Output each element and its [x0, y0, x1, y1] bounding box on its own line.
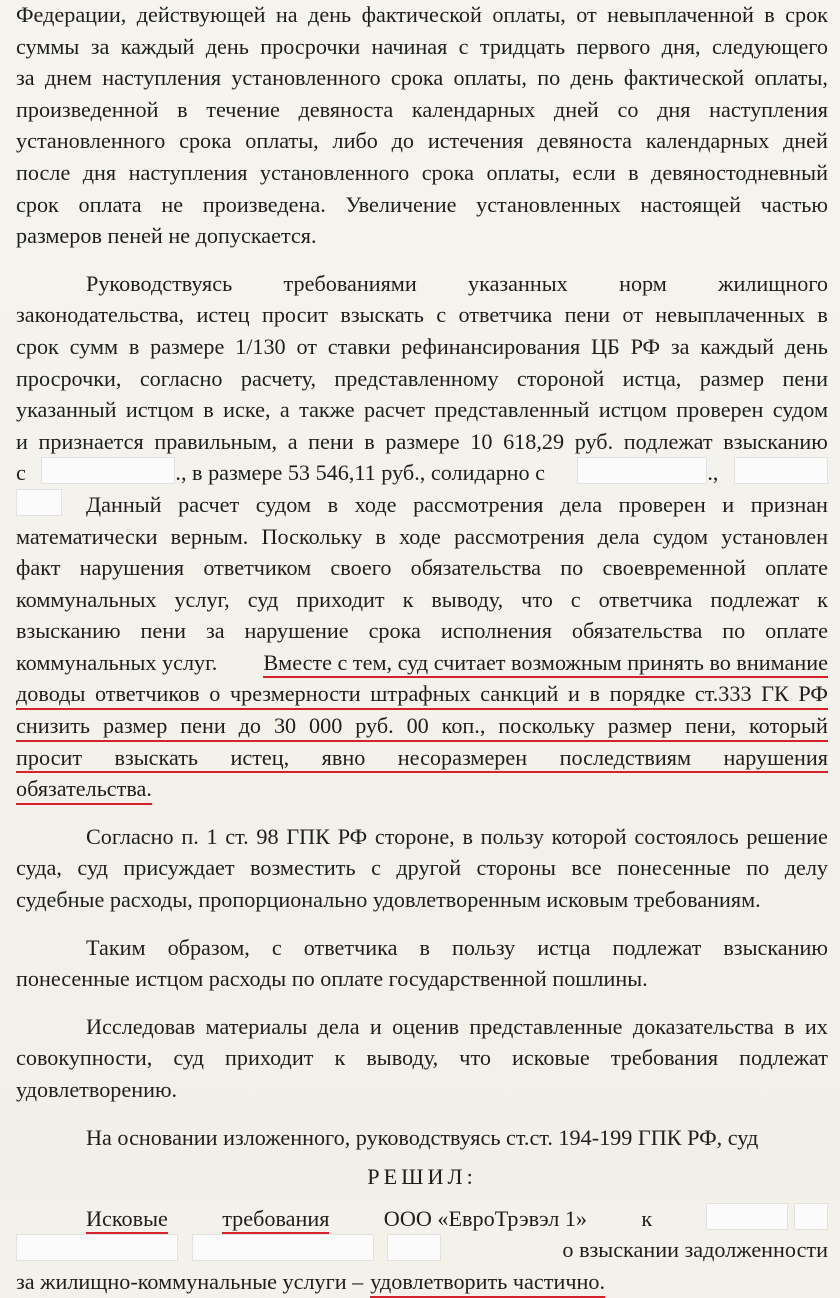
redacted-name	[41, 457, 175, 484]
text-line: Таким образом, с ответчика в пользу истца подлежат взысканию	[86, 934, 828, 960]
text-line: взысканию пени за нарушение срока исполнения обязательства по оплате	[16, 618, 828, 644]
redacted-name	[192, 1234, 374, 1261]
text-line: с ., в размере 53 546,11 руб., солидарно с .,	[16, 457, 828, 489]
text-line: после дня наступления установленного срока оплаты, если в девяностодневный	[16, 159, 828, 185]
text-line: понесенные истцом расходы по оплате государственной пошлины.	[16, 966, 648, 992]
text-line: коммунальных услуг, суд приходит к выводу, что с ответчика подлежат к	[16, 586, 828, 612]
text-line: Федерации, действующей на день фактической оплаты, от невыплаченной в срок	[16, 2, 828, 27]
text-line: указанный истцом в иске, а также расчет представленный истцом проверен судом	[16, 397, 828, 423]
text-line: произведенной в течение девяноста календарных дней со дня наступления	[16, 96, 828, 122]
underlined-phrase: Исковые	[86, 1203, 168, 1235]
underlined-phrase: просит взыскать истец, явно несоразмерен последствиям нарушения	[16, 742, 828, 774]
underlined-phrase: требования	[222, 1203, 329, 1235]
text-line	[16, 773, 828, 805]
text-line: На основании изложенного, руководствуясь ст.ст. 194-199 ГПК РФ, суд	[86, 1124, 759, 1150]
decision-heading: РЕШИЛ:	[367, 1164, 477, 1190]
text-line: коммунальных услуг. Вместе с тем, суд считает возможным принять во внимание	[16, 647, 828, 679]
redacted-name	[794, 1203, 828, 1230]
text-line: суммы за каждый день просрочки начиная с тридцать первого дня, следующего	[16, 33, 828, 59]
underlined-phrase: снизить размер пени до 30 000 руб. 00 коп., поскольку размер пени, который	[16, 710, 828, 742]
text-line: удовлетворению.	[16, 1077, 178, 1102]
underlined-phrase: обязательства.	[16, 773, 152, 805]
redacted-name	[734, 457, 828, 484]
document-body	[16, 0, 828, 1298]
underlined-phrase: доводы ответчиков о чрезмерности штрафных санкций и в порядке ст.333 ГК РФ	[16, 678, 828, 710]
text-line: Данный расчет судом в ходе рассмотрения дела проверен и признан	[16, 489, 828, 521]
redacted-name	[16, 1234, 178, 1261]
text-line: законодательства, истец просит взыскать с ответчика пени от невыплаченных в	[16, 302, 828, 328]
text-line: судебные расходы, пропорционально удовлетворенным исковым требованиям.	[16, 887, 761, 913]
text-line: совокупности, суд приходит к выводу, что исковые требования подлежат	[16, 1045, 828, 1071]
text-line: размеров пеней не допускается.	[16, 223, 317, 249]
text-line: срок сумм в размере 1/130 от ставки рефинансирования ЦБ РФ за каждый день	[16, 333, 828, 359]
text-line: математически верным. Поскольку в ходе рассмотрения дела судом установлен	[16, 523, 828, 549]
text-line: Руководствуясь требованиями указанных норм жилищного	[86, 270, 828, 296]
text-line: и признается правильным, а пени в размере 10 618,29 руб. подлежат взысканию	[16, 428, 828, 454]
text-line: просрочки, согласно расчету, представленному стороной истца, размер пени	[16, 365, 828, 391]
text-line: срок оплата не произведена. Увеличение установленных настоящей частью	[16, 191, 828, 217]
redacted-name	[16, 489, 62, 516]
text-line: установленного срока оплаты, либо до истечения девяноста календарных дней	[16, 128, 828, 154]
text-line: Исковые требования ООО «ЕвроТрэвэл 1» к	[16, 1203, 828, 1235]
redacted-name	[387, 1234, 441, 1261]
text-line: о взыскании задолженности	[16, 1234, 828, 1266]
text-line: за днем наступления установленного срока оплаты, по день фактической оплаты,	[16, 65, 828, 91]
text-line	[16, 678, 828, 710]
text-line	[16, 742, 828, 774]
text-line	[16, 710, 828, 742]
text-line: Исследовав материалы дела и оценив представленные доказательства в их	[86, 1013, 828, 1039]
text-line: суда, суд присуждает возместить с другой стороны все понесенные по делу	[16, 855, 828, 881]
text-line: Согласно п. 1 ст. 98 ГПК РФ стороне, в пользу которой состоялось решение	[86, 823, 828, 849]
underlined-phrase: Вместе с тем, суд считает возможным принять во внимание	[263, 647, 828, 679]
underlined-phrase: удовлетворить частично.	[370, 1266, 605, 1298]
text-line: факт нарушения ответчиком своего обязательства по своевременной оплате	[16, 555, 828, 581]
text-line: за жилищно-коммунальные услуги – удовлетворить частично.	[16, 1266, 828, 1298]
redacted-name	[706, 1203, 788, 1230]
redacted-name	[577, 457, 707, 484]
